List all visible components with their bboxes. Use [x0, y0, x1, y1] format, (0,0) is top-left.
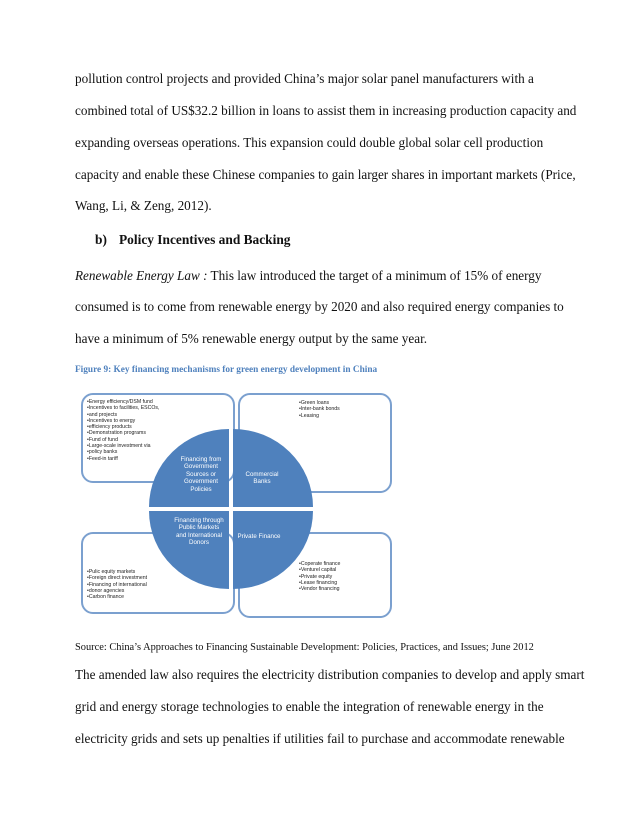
paragraph-line: The amended law also requires the electricity distribution companies to develop and apply smart — [75, 667, 585, 682]
list-item: • Lease financing — [298, 580, 390, 586]
section-heading — [95, 232, 291, 248]
quadrant-label-commercial-banks: Commercial Banks — [245, 471, 279, 486]
list-item: • Vendor financing — [298, 586, 390, 592]
list-item: • Green loans — [298, 400, 390, 406]
quadrant-label-government: Financing from Government Sources or Government Policies — [180, 456, 222, 493]
financing-diagram — [81, 393, 391, 619]
figure-caption: Figure 9: Key financing mechanisms for green energy development in China — [75, 365, 378, 375]
quadrant-label-private-finance: Private Finance — [237, 533, 281, 540]
section-number: b) — [95, 232, 107, 247]
paragraph-line: consumed is to come from renewable energy by 2020 and also required energy companies to — [75, 299, 564, 314]
list-item: • policy banks — [86, 449, 233, 455]
list-item: • Private equity — [298, 574, 390, 580]
paragraph-line: Wang, Li, & Zeng, 2012). — [75, 198, 212, 213]
paragraph-line: expanding overseas operations. This expansion could double global solar cell production — [75, 135, 544, 150]
list-item: • Financing of international — [86, 582, 233, 588]
list-item: • efficiency products — [86, 424, 233, 430]
quadrant-top-right — [233, 429, 313, 507]
law-title: Renewable Energy Law : — [75, 268, 208, 283]
quadrant-label-public-markets: Financing through Public Markets and International Donors — [174, 517, 224, 547]
paragraph-line: combined total of US$32.2 billion in loans to assist them in increasing production capacity and — [75, 103, 577, 118]
list-item: • Pulic equity markets — [86, 569, 233, 575]
law-text: This law introduced the target of a minimum of 15% of energy — [207, 268, 542, 283]
paragraph-line: electricity grids and sets up penalties if utilities fail to purchase and accommodate renewable — [75, 731, 565, 746]
list-item: • Leasing — [298, 413, 390, 419]
list-item: • and projects — [86, 412, 233, 418]
list-item: • donor agencies — [86, 588, 233, 594]
list-item: • Demonstration programs — [86, 430, 233, 436]
list-item: • Foreign direct investment — [86, 575, 233, 581]
section-title: Policy Incentives and Backing — [119, 232, 291, 247]
quadrant-circle — [81, 393, 391, 619]
list-item: • Feed-in tariff — [86, 456, 233, 462]
list-item: • Venturel capital — [298, 567, 390, 573]
list-item: • Coperate finance — [298, 561, 390, 567]
figure-source: Source: China’s Approaches to Financing Sustainable Development: Policies, Practices, and Issues; June 2012 — [75, 642, 534, 653]
paragraph-line: have a minimum of 5% renewable energy output by the same year. — [75, 331, 428, 346]
paragraph-line: grid and energy storage technologies to enable the integration of renewable energy in the — [75, 699, 544, 714]
list-item: • Energy efficiency/DSM fund — [86, 399, 233, 405]
list-item: • Incentives to energy — [86, 418, 233, 424]
list-item: • Fund of fund — [86, 437, 233, 443]
paragraph-line — [75, 268, 541, 284]
paragraph-line: capacity and enable these Chinese companies to gain larger shares in important markets (Price, — [75, 167, 576, 182]
list-item: • Large-scale investment via — [86, 443, 233, 449]
list-item: • Carbon finance — [86, 594, 233, 600]
quadrant-bottom-right — [233, 511, 313, 589]
list-item: • Incentives to facilities, ESCOs, — [86, 405, 233, 411]
paragraph-line: pollution control projects and provided China’s major solar panel manufacturers with a — [75, 71, 534, 86]
list-item: • Inter-bank bonds — [298, 406, 390, 412]
